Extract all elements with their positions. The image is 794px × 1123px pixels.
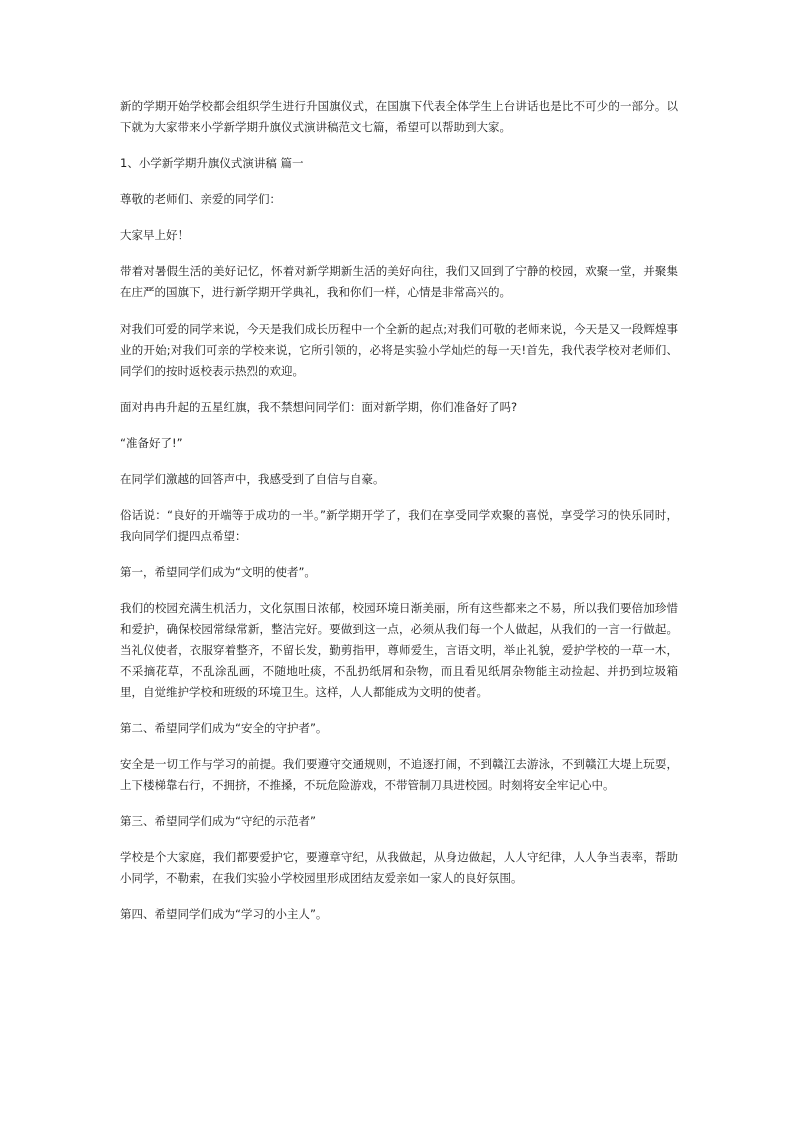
greeting: 大家早上好！ (120, 228, 189, 242)
body-paragraph: 我们的校园充满生机活力，文化氛围日浓郁，校园环境日渐美丽，所有这些都来之不易，所以我们要倍加珍惜和爱护，确保校园常绿常新，整洁完好。要做到这一点，必须从我们每一个人做起，从我们的一言一行做起。当礼仪使者，衣服穿着整齐，不留长发，勤剪指甲，尊师爱生，言语文明，举止礼貌，爱护学校的一草一木，不采摘花草，不乱涂乱画，不随地吐痰，不乱扔纸屑和杂物，而且看见纸屑杂物能主动捡起、并扔到垃圾箱里，自觉维护学校和班级的环境卫生。这样，人人都能成为文明的使者。 (120, 601, 678, 699)
body-paragraph: 在同学们激越的回答声中，我感受到了自信与自豪。 (120, 472, 385, 486)
point-heading: 第四、希望同学们成为“学习的小主人”。 (120, 907, 328, 921)
document-body (120, 96, 678, 925)
point-heading: 第一，希望同学们成为“文明的使者”。 (120, 565, 316, 579)
quote-line: “准备好了!” (120, 436, 183, 450)
body-paragraph: 带着对暑假生活的美好记忆，怀着对新学期新生活的美好向往，我们又回到了宁静的校园，欢聚一堂，并聚集在庄严的国旗下，进行新学期开学典礼，我和你们一样，心情是非常高兴的。 (120, 264, 678, 299)
body-paragraph: 对我们可爱的同学来说，今天是我们成长历程中一个全新的起点;对我们可敬的老师来说，今天是又一段辉煌事业的开始;对我们可亲的学校来说，它所引领的，必将是实验小学灿烂的每一天!首先，我代表学校对老师们、同学们的按时返校表示热烈的欢迎。 (120, 322, 678, 378)
point-heading: 第二、希望同学们成为“安全的守护者”。 (120, 721, 328, 735)
point-heading: 第三、希望同学们成为“守纪的示范者” (120, 814, 316, 828)
body-paragraph: 学校是个大家庭，我们都要爱护它，要遵章守纪，从我做起，从身边做起，人人守纪律，人人争当表率，帮助小同学，不勒索，在我们实验小学校园里形成团结友爱亲如一家人的良好氛围。 (120, 850, 678, 885)
section-heading: 1、小学新学期升旗仪式演讲稿 篇一 (120, 156, 304, 170)
body-paragraph: 安全是一切工作与学习的前提。我们要遵守交通规则，不追逐打闹，不到赣江去游泳，不到赣江大堤上玩耍，上下楼梯靠右行，不拥挤，不推搡，不玩危险游戏，不带管制刀具进校园。时刻将安全牢记心中。 (120, 757, 678, 792)
salutation: 尊敬的老师们、亲爱的同学们： (120, 192, 281, 206)
intro-paragraph: 新的学期开始学校都会组织学生进行升国旗仪式，在国旗下代表全体学生上台讲话也是比不可少的一部分。以下就为大家带来小学新学期升旗仪式演讲稿范文七篇，希望可以帮助到大家。 (120, 99, 678, 134)
body-paragraph: 俗话说：“良好的开端等于成功的一半。”新学期开学了，我们在享受同学欢聚的喜悦，享受学习的快乐同时，我向同学们提四点希望： (120, 508, 678, 543)
body-paragraph: 面对冉冉升起的五星红旗，我不禁想问同学们：面对新学期，你们准备好了吗? (120, 400, 518, 414)
